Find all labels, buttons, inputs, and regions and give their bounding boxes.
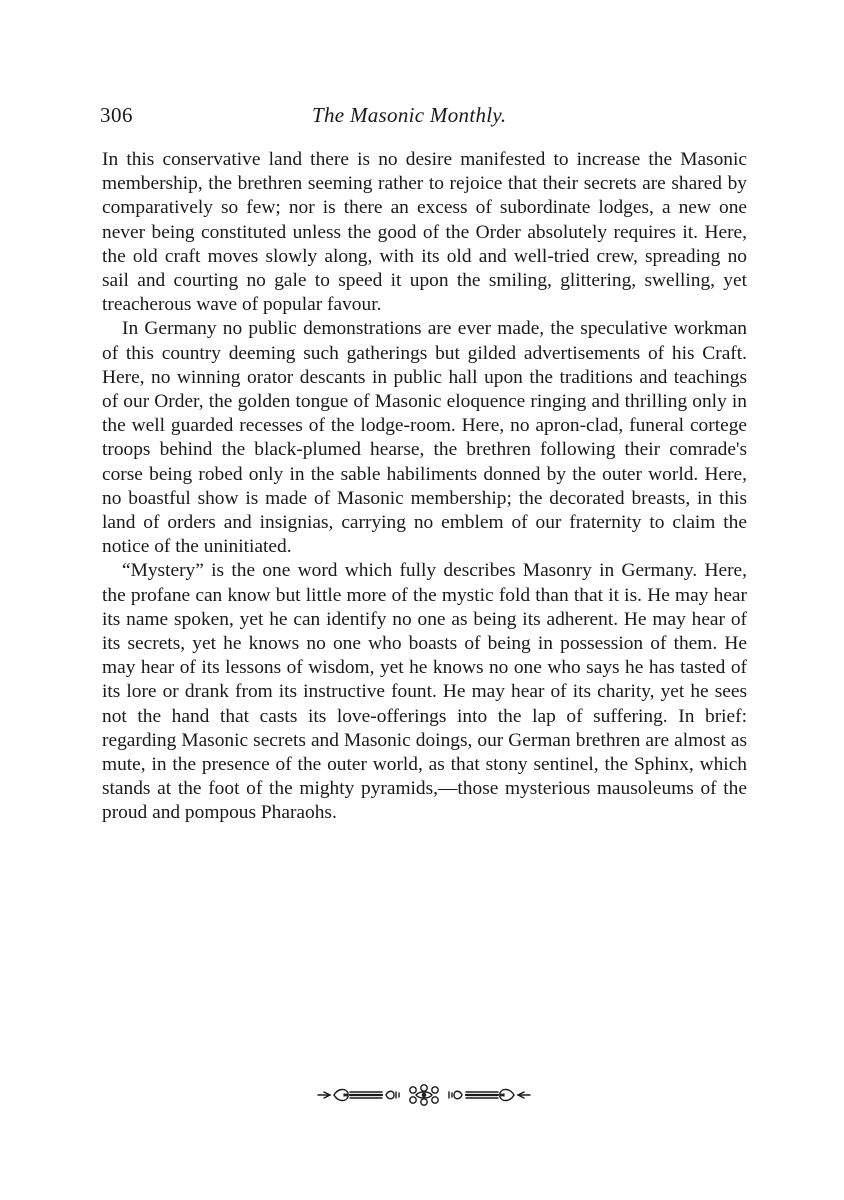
scroll-ornament-icon [316, 1084, 532, 1106]
paragraph: In this conservative land there is no desire manifested to increase the Masonic membership, the brethren seeming rather to rejoice that their secrets are shared by comparatively so few; nor is there an excess of subordinate lodges, a new one never being constituted unless the good of the Order absolutely requires it. Here, the old craft moves slowly along, with its old and well-tried crew, spreading no sail and courting no gale to speed it upon the smiling, glittering, swelling, yet treacherous wave of popular favour. [102, 149, 747, 316]
running-title: The Masonic Monthly. [312, 103, 507, 127]
paragraph: In Germany no public demonstrations are ever made, the speculative workman of this country deeming such gatherings but gilded advertisements of his Craft. Here, no winning orator descants in public hall upon the traditions and teachings of our Order, the golden tongue of Masonic eloquence ringing and thrilling only in the well guarded recesses of the lodge-room. Here, no apron-clad, funeral cortege troops behind the black-plumed hearse, the brethren following their comrade's corse being robed only in the sable habiliments donned by the outer world. Here, no boastful show is made of Masonic membership; the decorated breasts, in this land of orders and insignias, carrying no emblem of our fraternity to claim the notice of the uninitiated. [102, 318, 747, 558]
page-number: 306 [100, 103, 133, 127]
article-body [102, 148, 747, 826]
page-header [100, 103, 750, 133]
paragraph: “Mystery” is the one word which fully describes Masonry in Germany. Here, the profane can know but little more of the mystic fold than that it is. He may hear its name spoken, yet he can identify no one as being its adherent. He may hear of its secrets, yet he knows no one who boasts of being in possession of them. He may hear of its lessons of wisdom, yet he knows no one who says he has tasted of its lore or drank from its instructive fount. He may hear of its charity, yet he sees not the hand that casts its love-offerings into the lap of suffering. In brief: regarding Masonic secrets and Masonic doings, our German brethren are almost as mute, in the presence of the outer world, as that stony sentinel, the Sphinx, which stands at the foot of the mighty pyramids,—those mysterious mausoleums of the proud and pompous Pharaohs. [102, 560, 747, 824]
